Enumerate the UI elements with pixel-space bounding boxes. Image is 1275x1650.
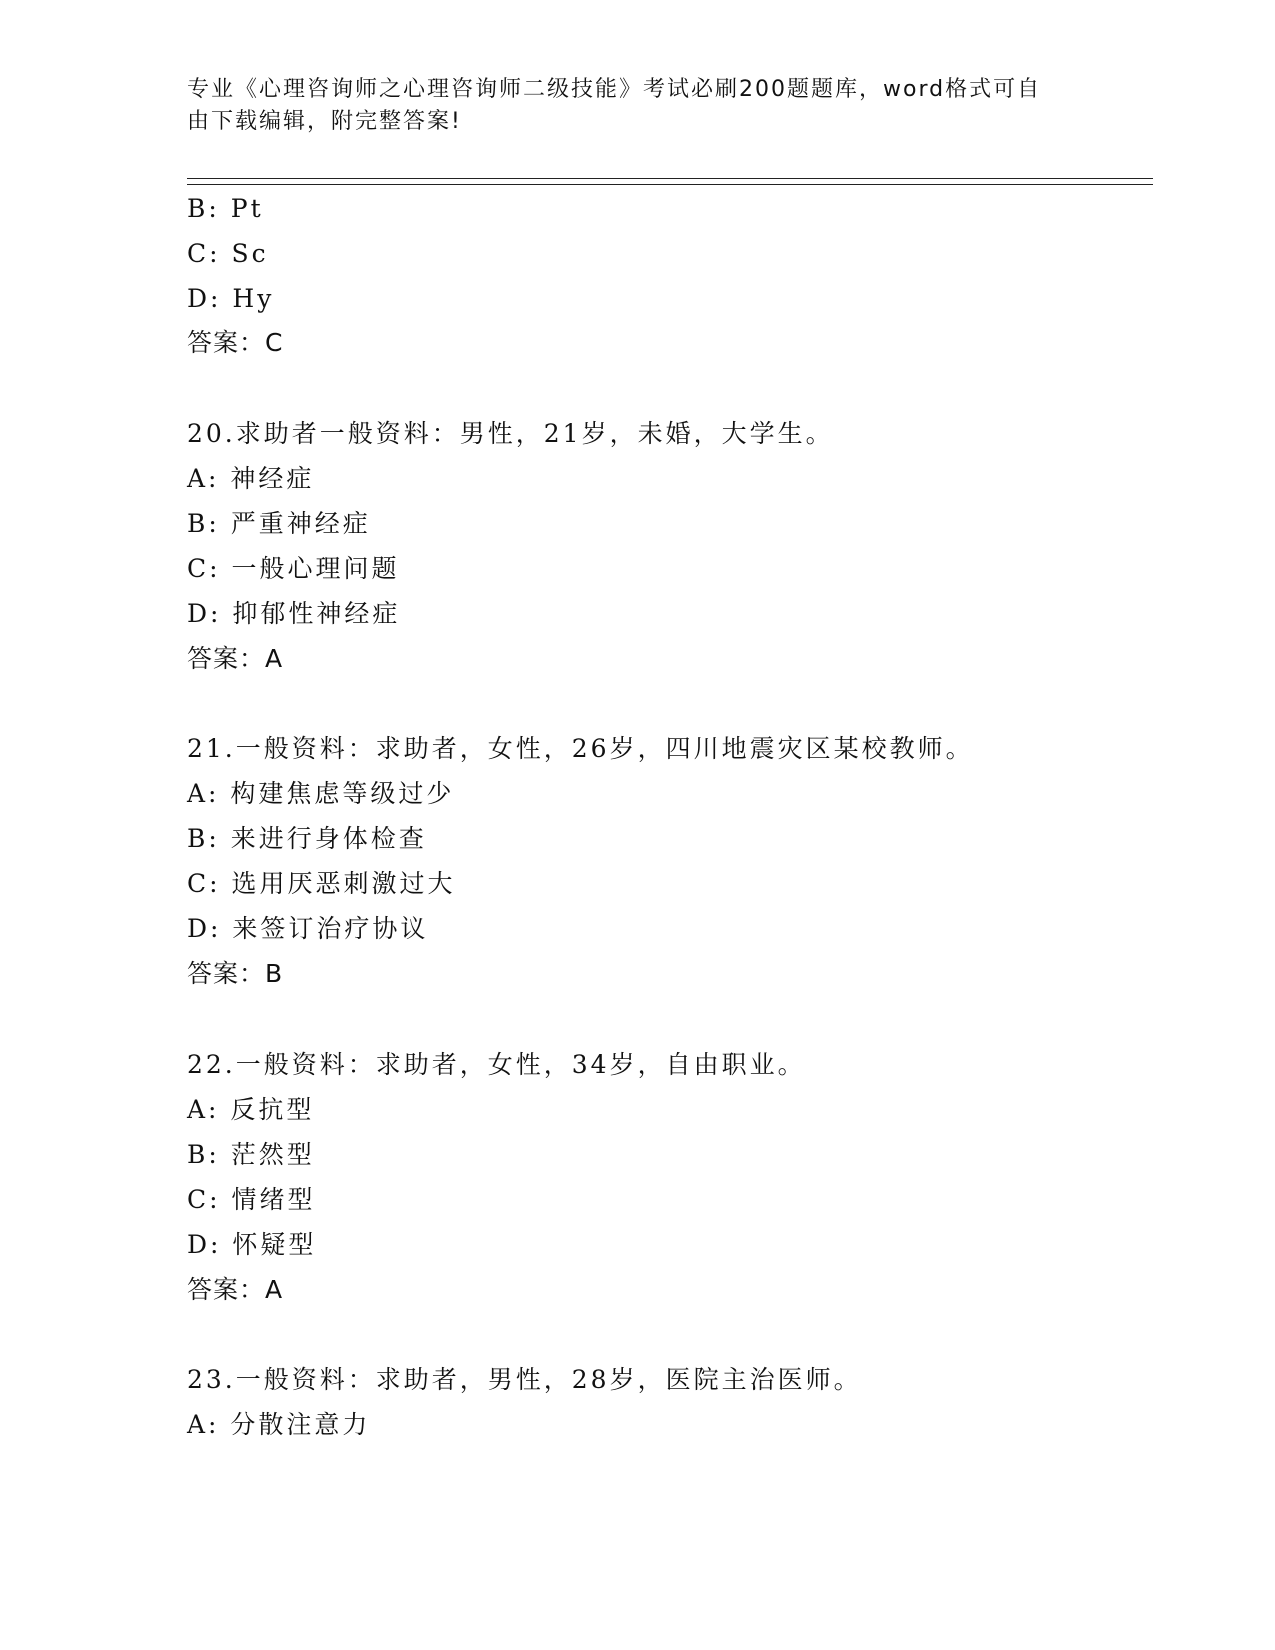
option-line: C: 一般心理问题 xyxy=(187,554,400,583)
option-line: B: 来进行身体检查 xyxy=(187,824,427,853)
header-divider-bottom xyxy=(187,184,1153,185)
answer-line: 答案：A xyxy=(187,644,284,673)
document-header xyxy=(187,74,1067,138)
option-line: D: Hy xyxy=(187,284,275,313)
option-line: C: 选用厌恶刺激过大 xyxy=(187,869,456,898)
option-line: C: Sc xyxy=(187,239,269,268)
option-line: B: 严重神经症 xyxy=(187,509,371,538)
option-line: A: 反抗型 xyxy=(187,1095,315,1124)
answer-line: 答案：C xyxy=(187,328,284,357)
question-line: 22.一般资料：求助者，女性，34岁，自由职业。 xyxy=(187,1050,806,1079)
question-line: 23.一般资料：求助者，男性，28岁，医院主治医师。 xyxy=(187,1365,862,1394)
header-line-2: 由下载编辑，附完整答案! xyxy=(187,109,462,134)
option-line: B: 茫然型 xyxy=(187,1140,315,1169)
header-divider-top xyxy=(187,178,1153,179)
header-line-1: 专业《心理咨询师之心理咨询师二级技能》考试必刷200题题库，word格式可自 xyxy=(187,77,1042,102)
option-line: A: 构建焦虑等级过少 xyxy=(187,779,455,808)
option-line: D: 来签订治疗协议 xyxy=(187,914,429,943)
option-line: D: 抑郁性神经症 xyxy=(187,599,401,628)
question-line: 20.求助者一般资料：男性，21岁，未婚，大学生。 xyxy=(187,419,834,448)
option-line: D: 怀疑型 xyxy=(187,1230,317,1259)
answer-line: 答案：B xyxy=(187,959,284,988)
option-line: A: 神经症 xyxy=(187,464,315,493)
question-line: 21.一般资料：求助者，女性，26岁，四川地震灾区某校教师。 xyxy=(187,734,974,763)
answer-line: 答案：A xyxy=(187,1275,284,1304)
option-line: C: 情绪型 xyxy=(187,1185,316,1214)
option-line: A: 分散注意力 xyxy=(187,1410,371,1439)
option-line: B: Pt xyxy=(187,194,264,223)
